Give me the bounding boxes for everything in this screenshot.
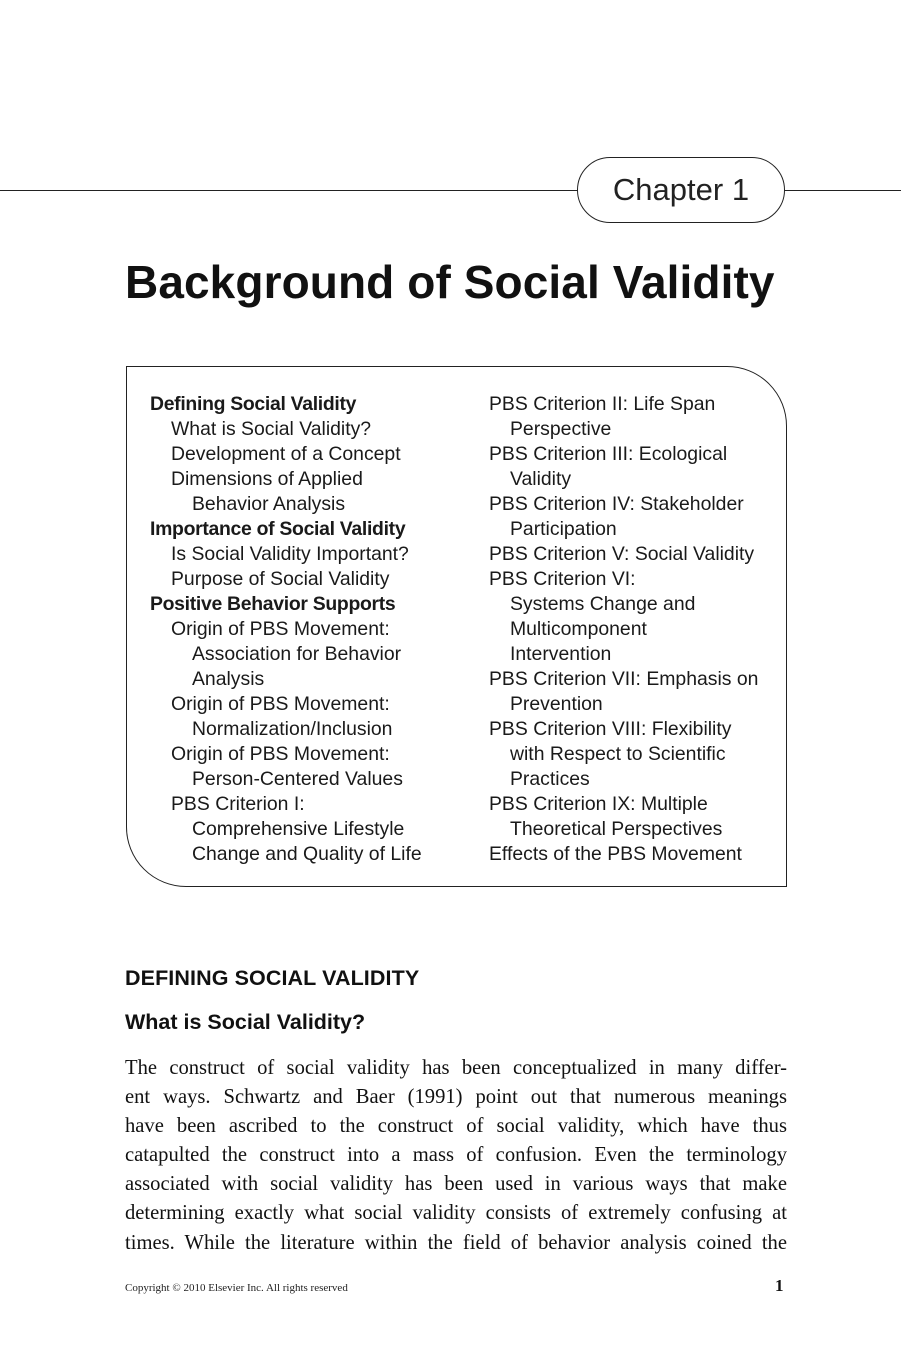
section-heading: DEFINING SOCIAL VALIDITY: [125, 966, 420, 990]
outline-entry: Effects of the PBS Movement: [489, 843, 742, 865]
chapter-rule-right: [784, 190, 901, 191]
chapter-rule-left: [0, 190, 578, 191]
outline-entry: Intervention: [510, 643, 612, 665]
outline-entry: Multicomponent: [510, 618, 647, 640]
body-text-line: times. While the literature within the field of behavior analysis coined the: [125, 1231, 787, 1254]
outline-entry: Purpose of Social Validity: [171, 568, 390, 590]
outline-entry: PBS Criterion VI:: [489, 568, 636, 590]
chapter-outline-left-column: [150, 392, 480, 867]
outline-entry: Normalization/Inclusion: [192, 718, 393, 740]
outline-section-heading: Importance of Social Validity: [150, 518, 406, 540]
outline-section-heading: Positive Behavior Supports: [150, 593, 396, 615]
outline-entry: Origin of PBS Movement:: [171, 693, 390, 715]
outline-entry: Person-Centered Values: [192, 768, 403, 790]
outline-entry: Participation: [510, 518, 617, 540]
body-text-line: determining exactly what social validity consists of extremely confusing at: [125, 1202, 787, 1225]
outline-entry: PBS Criterion III: Ecological: [489, 443, 728, 465]
outline-entry: Is Social Validity Important?: [171, 543, 409, 565]
outline-entry: Prevention: [510, 693, 603, 715]
body-paragraph: [125, 1054, 787, 1258]
outline-entry: Association for Behavior: [192, 643, 402, 665]
outline-entry: Development of a Concept: [171, 443, 401, 465]
outline-entry: Dimensions of Applied: [171, 468, 363, 490]
outline-section-heading: Defining Social Validity: [150, 393, 357, 415]
outline-entry: Origin of PBS Movement:: [171, 618, 390, 640]
outline-entry: What is Social Validity?: [171, 418, 372, 440]
outline-entry: PBS Criterion IX: Multiple: [489, 793, 708, 815]
outline-entry: PBS Criterion I:: [171, 793, 305, 815]
outline-entry: Origin of PBS Movement:: [171, 743, 390, 765]
outline-entry: PBS Criterion VII: Emphasis on: [489, 668, 759, 690]
outline-entry: Practices: [510, 768, 590, 790]
outline-entry: Analysis: [192, 668, 265, 690]
body-text-line: have been ascribed to the construct of social validity, which have thus: [125, 1115, 787, 1138]
outline-entry: PBS Criterion II: Life Span: [489, 393, 716, 415]
chapter-title: Background of Social Validity: [125, 256, 775, 308]
copyright-notice: Copyright © 2010 Elsevier Inc. All rights reserved: [125, 1282, 348, 1294]
body-text-line: associated with social validity has been used in various ways that make: [125, 1173, 787, 1196]
page-number: 1: [775, 1276, 784, 1295]
outline-entry: Validity: [510, 468, 572, 490]
outline-entry: PBS Criterion V: Social Validity: [489, 543, 755, 565]
body-text-line: ent ways. Schwartz and Baer (1991) point out that numerous meanings: [125, 1086, 787, 1109]
chapter-label: Chapter 1: [577, 157, 785, 223]
body-text-line: catapulted the construct into a mass of confusion. Even the terminology: [125, 1144, 787, 1167]
outline-entry: Comprehensive Lifestyle: [192, 818, 405, 840]
outline-entry: PBS Criterion IV: Stakeholder: [489, 493, 744, 515]
outline-entry: Perspective: [510, 418, 612, 440]
body-text-line: The construct of social validity has been conceptualized in many differ-: [125, 1057, 787, 1079]
outline-entry: Behavior Analysis: [192, 493, 346, 515]
outline-entry: Systems Change and: [510, 593, 696, 615]
outline-entry: Theoretical Perspectives: [510, 818, 723, 840]
subsection-heading: What is Social Validity?: [125, 1010, 366, 1034]
outline-entry: with Respect to Scientific: [510, 743, 726, 765]
outline-entry: Change and Quality of Life: [192, 843, 422, 865]
chapter-outline-right-column: [489, 392, 779, 867]
outline-entry: PBS Criterion VIII: Flexibility: [489, 718, 732, 740]
